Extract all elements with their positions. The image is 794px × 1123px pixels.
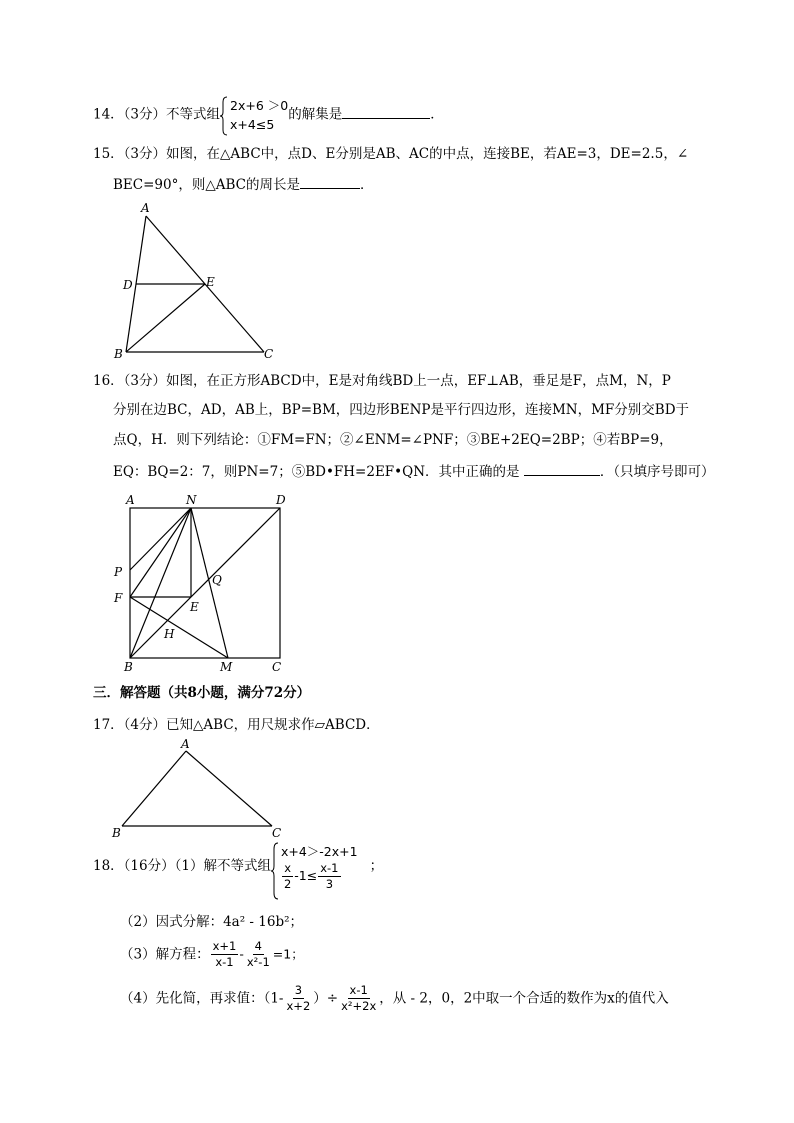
q18-eq2-mid: -1≤ [294,868,318,883]
q16-line3: 点Q，H．则下列结论：①FM=FN；②∠ENM=∠PNF；③BE+2EQ=2BP；④若BP=9， [113,432,673,448]
q15-label-c: C [264,347,274,361]
q18-p3-frac2: $\frac{4}{\text{x²-1}}$ [246,939,270,969]
q16-label-e: E [190,600,199,614]
q18-part2: （2）因式分解：4a² - 16b²； [120,914,304,930]
q16-label-c: C [272,660,282,674]
q18-p4-tail: ，从 - 2，0，2中取一个合适的数作为x的值代入 [379,990,669,1007]
question-18-part3 [120,940,304,969]
q16-label-a: A [126,493,135,507]
q16-label-m: M [220,660,233,674]
q15-answer-blank[interactable] [300,174,360,189]
q16-square-figure [108,490,298,680]
q18-p3-frac1: $\frac{x+1}{x-1}$ [212,939,237,969]
q15-label-b: B [114,347,123,361]
q15-end: ． [359,177,374,193]
q14-inequality-system [220,96,288,134]
question-18-part4 [120,984,669,1013]
question-15-line2 [113,174,373,194]
q15-label-d: D [123,278,133,292]
q17-label-b: B [112,826,121,840]
q15-label-a: A [141,201,150,215]
q16-line4-text: EQ：BQ=2：7，则PN=7；⑤BD•FH=2EF•QN．其中正确的是 [113,464,520,480]
q18-frac-x2: $\frac{x}{2}$ [283,861,292,891]
q18-brace-icon [271,842,279,900]
question-14 [93,96,444,134]
q17-text: 17．（4分）已知△ABC，用尺规求作▱ABCD． [93,717,380,733]
q16-segment-nm [191,508,228,658]
q16-label-f: F [114,591,123,605]
q15-segment-be [126,284,205,352]
q15-label-e: E [206,275,215,289]
q16-answer-blank[interactable] [524,461,600,476]
q16-line1: 16．（3分）如图，在正方形ABCD中，E是对角线BD上一点，EF⊥AB，垂足是F，点M，N，P [93,373,671,389]
question-16-line4 [113,461,715,481]
q18-p4-mid: ）÷ [313,990,339,1007]
q18-p4-frac1: $\frac{3}{x+2}$ [286,983,311,1013]
q17-edge-ac [186,751,272,826]
q14-after: 的解集是 [288,106,343,123]
question-18-part1 [93,842,383,891]
q17-edge-ab [122,751,186,826]
q18-inequality-system [271,842,358,891]
q17-label-c: C [272,826,282,840]
q16-line4-end: ．（只填序号即可） [599,464,715,480]
q18-frac-x13: $\frac{x-1}{3}$ [320,861,339,891]
q16-label-b: B [124,660,133,674]
q18-eq1: x+4＞-2x+1 [280,844,358,859]
q18-p4-frac2: $\frac{x-1}{\text{x²+2x}}$ [341,983,377,1013]
q16-segment-fm [130,597,228,658]
q18-semi: ； [369,858,384,874]
q16-label-p: P [114,565,123,579]
q15-line2-text: BEC=90°，则△ABC的周长是 [113,177,300,193]
q14-text: 14．（3分）不等式组 [93,106,221,123]
q14-answer-blank[interactable] [342,104,430,119]
q18-eq2 [281,861,358,891]
q14-eq2: x+4≤5 [230,117,275,132]
q16-label-h: H [164,627,175,641]
q14-end: ． [430,106,444,123]
q14-brace-icon [220,96,228,136]
q18-p4-label: （4）先化简，再求值：（1- [120,990,284,1007]
q14-eq1: 2x+6 ＞0 [230,98,289,113]
q16-segment-np [130,508,191,570]
q18-p3-minus: - [239,946,244,962]
q15-triangle-figure [108,198,283,363]
section-3-heading: 三．解答题（共8小题，满分72分） [93,685,311,701]
q16-label-q: Q [212,573,222,587]
q17-triangle-figure [108,735,288,840]
q16-label-d: D [276,493,286,507]
q18-p3-label: （3）解方程： [120,946,210,963]
q17-label-a: A [181,737,190,751]
q18-text: 18．（16分）（1）解不等式组 [93,858,271,874]
q18-p3-end: =1； [272,946,304,962]
q16-line2: 分别在边BC，AD，AB上，BP=BM，四边形BENP是平行四边形，连接MN，MF分别交BD于 [113,402,690,418]
q16-diagonal-bd [130,508,280,658]
q15-line1: 15．（3分）如图，在△ABC中，点D、E分别是AB、AC的中点，连接BE，若AE=3，DE=2.5，∠ [93,146,689,162]
q16-label-n: N [186,493,197,507]
